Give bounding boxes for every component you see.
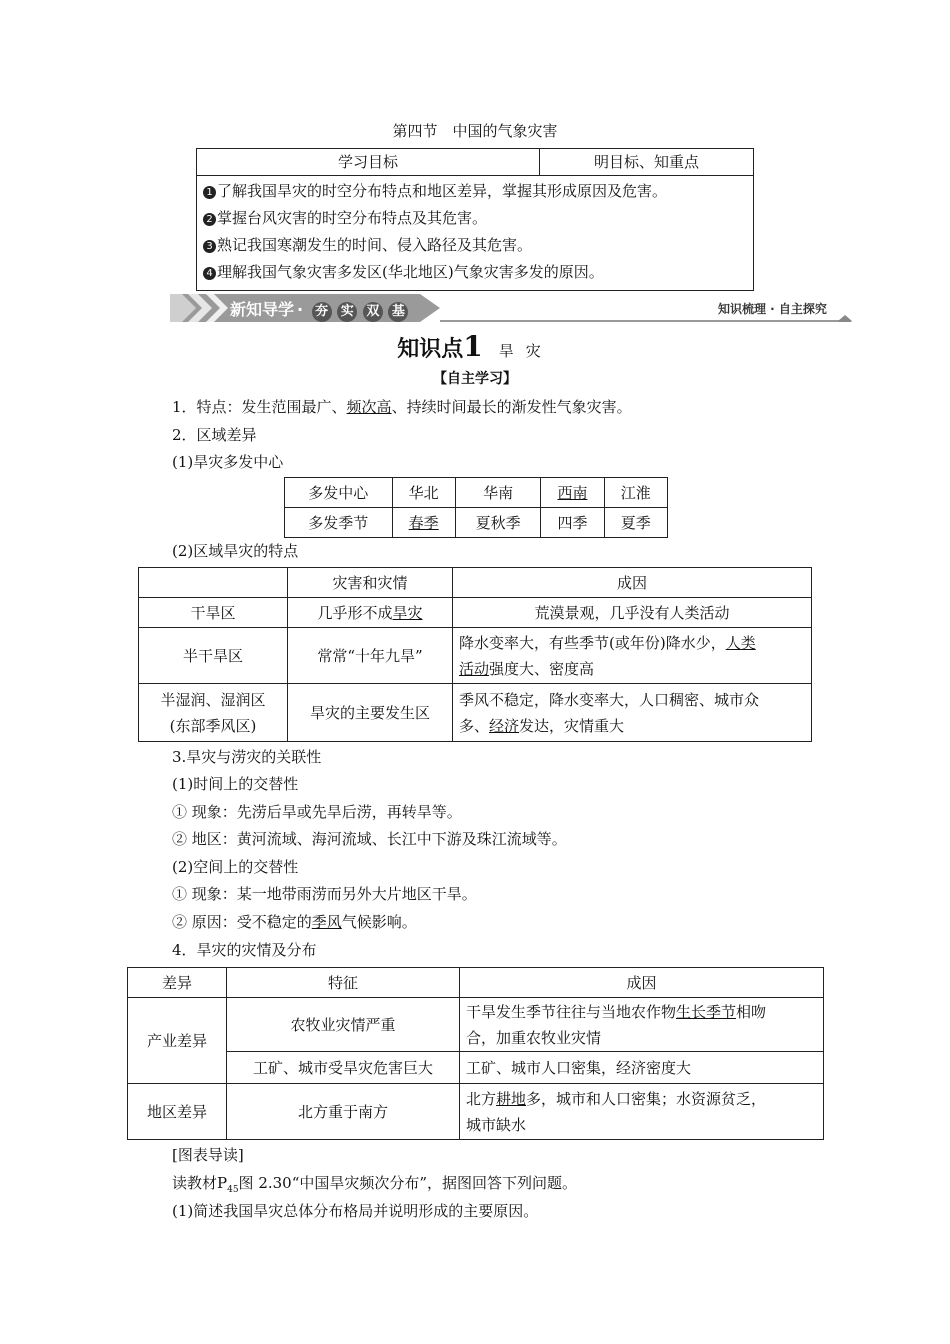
drought-centers-table: 多发中心 华北 华南 西南 江淮 多发季节 春季 夏秋季 四季 夏季 bbox=[284, 477, 668, 538]
point-2-1: (1)旱灾多发中心 bbox=[172, 453, 284, 471]
goals-list bbox=[197, 176, 754, 291]
goal-number-icon: 4 bbox=[203, 267, 216, 280]
question-1: (1)简述我国旱灾总体分布格局并说明形成的主要原因。 bbox=[172, 1202, 539, 1220]
point-1: 1．特点：发生范围最广、频次高、持续时间最长的渐发性气象灾害。 bbox=[172, 398, 632, 416]
regional-drought-table: 灾害和灾情 成因 干旱区 几乎形不成旱灾 荒漠景观，几乎没有人类活动 半干旱区 常常“十年九旱” 降水变率大，有些季节(或年份)降水少，人类 活动强度大、密度高 半湿润、湿润区 (东部季风区) 旱灾的主要发生区 季风不稳定，降水变率大，人口稠密、城市众 多、经济发达，灾情重大 bbox=[138, 567, 812, 742]
point-3: 3.旱灾与涝灾的关联性 bbox=[172, 748, 322, 766]
banner-left-text: 新知导学 bbox=[230, 300, 295, 319]
learning-goals-table bbox=[196, 148, 754, 291]
chart-reading-instruction: 读教材$P_{45}$图 2.30“中国旱灾频次分布”，据图回答下列问题。 bbox=[172, 1174, 578, 1195]
banner-right-text: 知识梳理 · 自主探究 bbox=[718, 302, 827, 316]
goals-header-left: 学习目标 bbox=[197, 149, 540, 176]
goal-item: 1 了解我国旱灾的时空分布特点和地区差异，掌握其形成原因及危害。 bbox=[203, 178, 747, 205]
banner-char: 基 bbox=[388, 302, 408, 322]
self-study-label: 【自主学习】 bbox=[433, 371, 517, 387]
point-3-1-a: ① 现象：先涝后旱或先旱后涝，再转旱等。 bbox=[172, 803, 462, 821]
point-3-2-a: ① 现象：某一地带雨涝而另外大片地区干旱。 bbox=[172, 885, 477, 903]
section-banner: 新知导学 · 夯 实 双 基 知识梳理 · 自主探究 bbox=[170, 294, 860, 322]
point-3-1: (1)时间上的交替性 bbox=[172, 775, 299, 793]
point-2-2: (2)区域旱灾的特点 bbox=[172, 542, 299, 560]
point-3-1-b: ② 地区：黄河流域、海河流域、长江中下游及珠江流域等。 bbox=[172, 830, 567, 848]
goal-number-icon: 3 bbox=[203, 240, 216, 253]
point-2: 2．区域差异 bbox=[172, 426, 257, 444]
goal-number-icon: 2 bbox=[203, 213, 216, 226]
point-3-2: (2)空间上的交替性 bbox=[172, 858, 299, 876]
section-title: 第四节 中国的气象灾害 bbox=[392, 122, 558, 140]
goal-number-icon: 1 bbox=[203, 186, 216, 199]
banner-char: 双 bbox=[363, 302, 383, 322]
goal-item: 4 理解我国气象灾害多发区(华北地区)气象灾害多发的原因。 bbox=[203, 259, 747, 286]
banner-char: 实 bbox=[337, 302, 357, 322]
goal-item: 2 掌握台风灾害的时空分布特点及其危害。 bbox=[203, 205, 747, 232]
drought-distribution-table: 差异 特征 成因 产业差异 农牧业灾情严重 干旱发生季节往往与当地农作物生长季节相吻 合，加重农牧业灾情 工矿、城市受旱灾危害巨大 工矿、城市人口密集，经济密度大 地区差异 北方重于南方 北方耕地多，城市和人口密集；水资源贫乏， 城市缺水 bbox=[127, 967, 824, 1140]
banner-char: 夯 bbox=[312, 302, 332, 322]
knowledge-point-heading: 知识点1 旱灾 bbox=[397, 330, 553, 363]
point-3-2-b: ② 原因：受不稳定的季风气候影响。 bbox=[172, 913, 417, 931]
point-4: 4．旱灾的灾情及分布 bbox=[172, 941, 317, 959]
goals-header-right: 明目标、知重点 bbox=[540, 149, 754, 176]
chart-reading-label: [图表导读] bbox=[172, 1146, 244, 1164]
goal-item: 3 熟记我国寒潮发生的时间、侵入路径及其危害。 bbox=[203, 232, 747, 259]
